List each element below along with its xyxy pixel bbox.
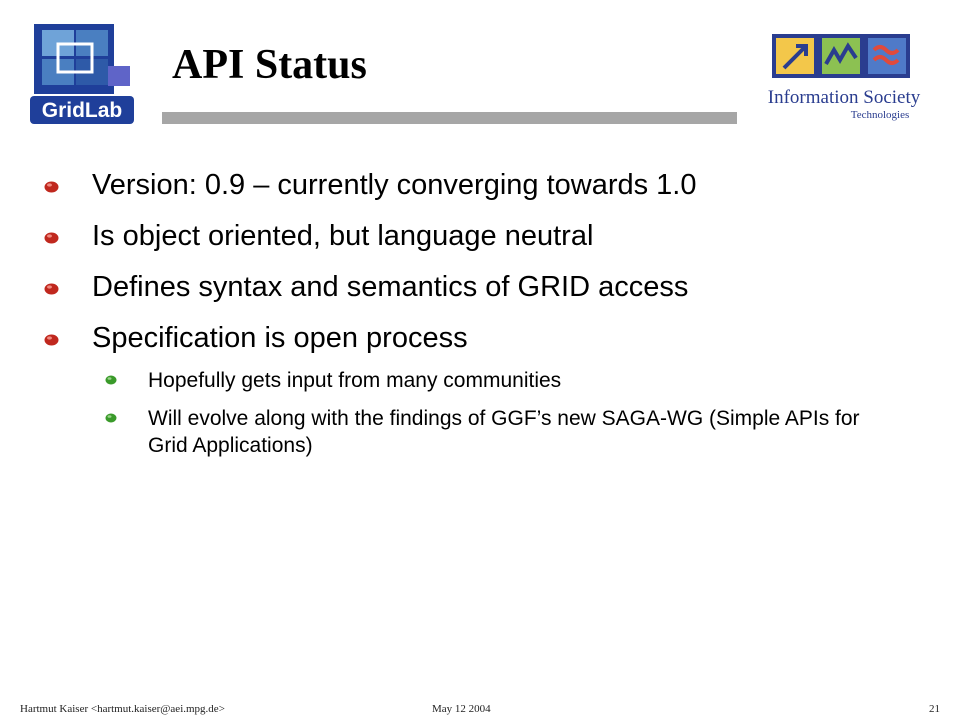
bullet-item: Defines syntax and semantics of GRID access [92,271,689,303]
green-bullet-icon [105,375,117,385]
red-bullet-icon [44,334,59,346]
bullet-item: Specification is open process [92,322,468,354]
gridlab-logo-text: GridLab [41,99,123,122]
red-bullet-icon [44,232,59,244]
footer-page-number: 21 [929,703,940,715]
green-bullet-icon [105,413,117,423]
slide-title: API Status [172,42,367,88]
gridlab-logo [30,22,140,128]
bullet-item: Version: 0.9 – currently converging towards 1.0 [92,169,697,201]
bullet-item: Is object oriented, but language neutral [92,220,594,252]
ist-logo-line2: Technologies [850,109,910,121]
footer-date: May 12 2004 [432,703,491,715]
footer-author: Hartmut Kaiser <hartmut.kaiser@aei.mpg.de> [20,703,225,715]
red-bullet-icon [44,181,59,193]
sub-bullet-item: Hopefully gets input from many communities [148,369,562,392]
ist-logo-line1: Information Society [767,87,921,108]
sub-bullet-item: Will evolve along with the findings of GGF’s new SAGA-WG (Simple APIs for Grid Applications) [148,407,860,457]
red-bullet-icon [44,283,59,295]
ist-logo [752,28,936,124]
title-underline-bar [162,112,737,124]
